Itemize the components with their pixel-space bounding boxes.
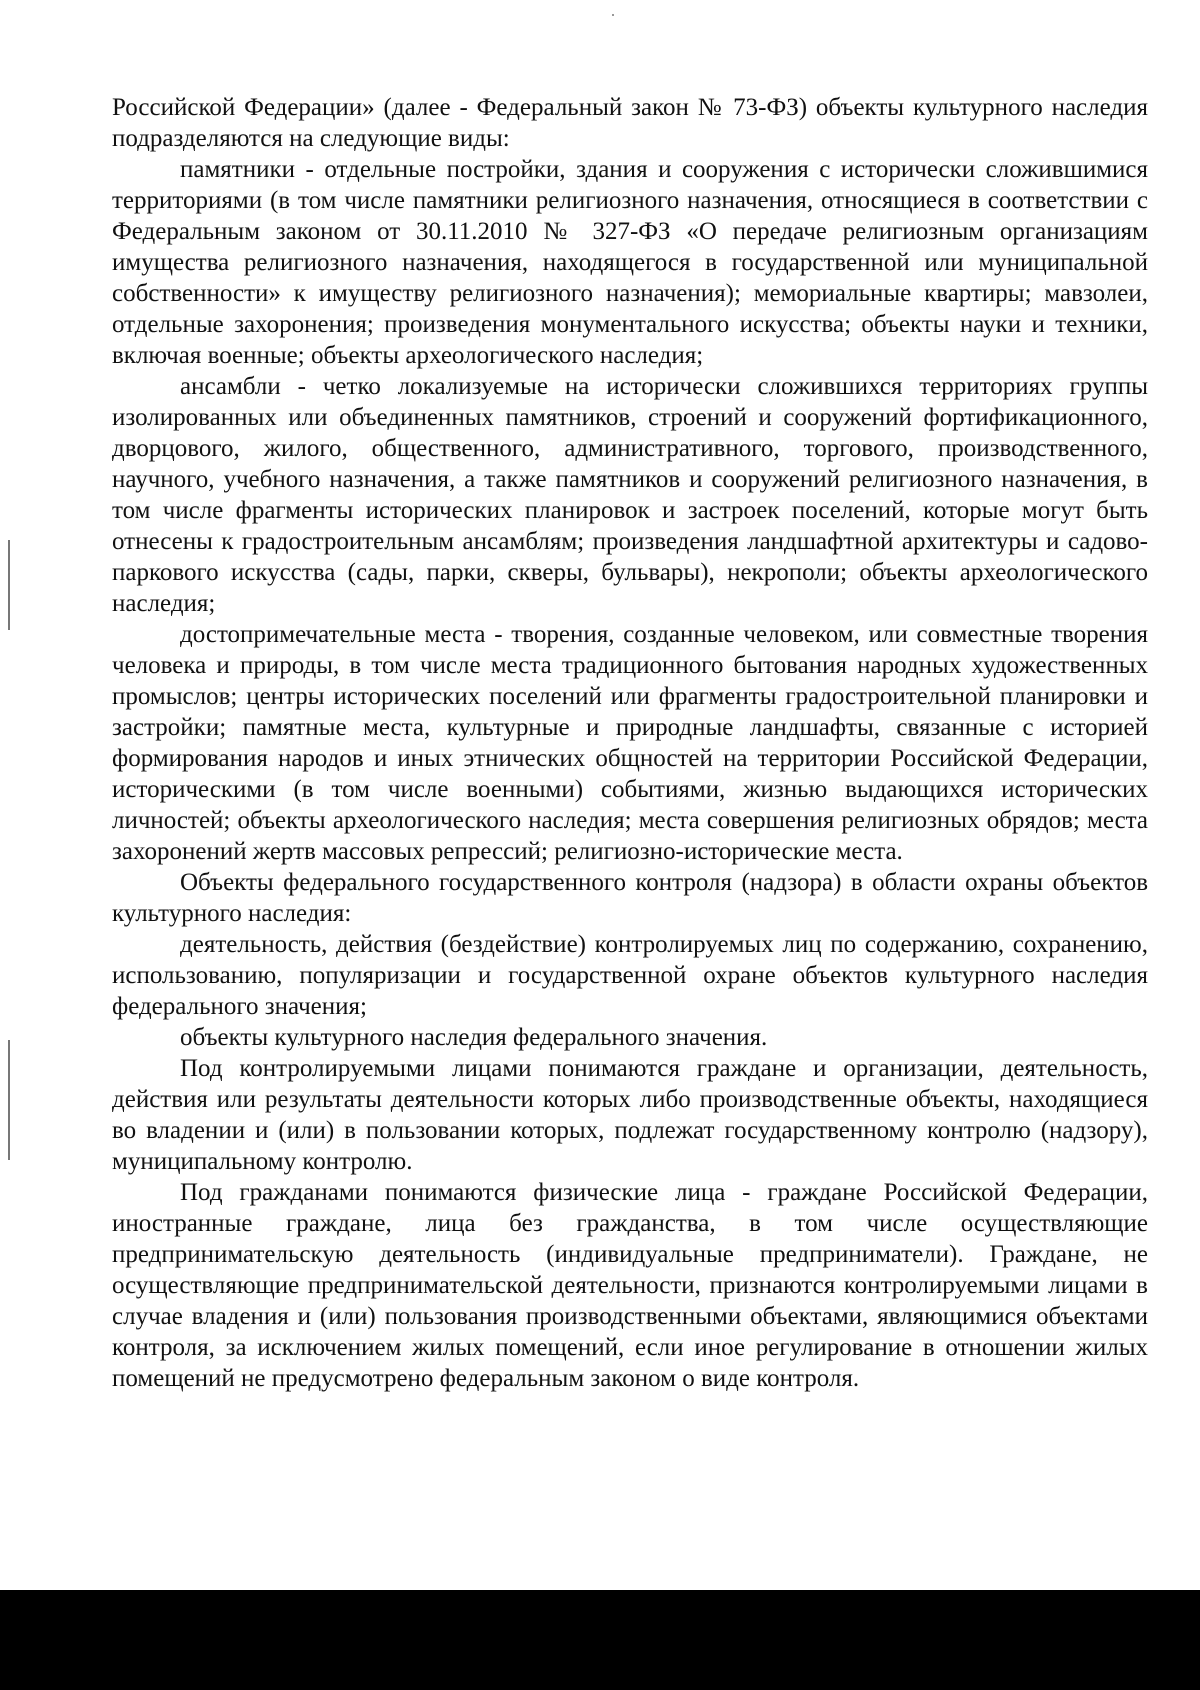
paragraph-intro: Российской Федерации» (далее - Федеральный закон № 73-ФЗ) объекты культурного наследия подразделяются на следующие виды: (112, 94, 1148, 152)
scan-speck (612, 14, 614, 16)
scan-edge-mark (8, 1040, 10, 1160)
paragraph-control-objects: Объекты федерального государственного контроля (надзора) в области охраны объектов культурного наследия: (112, 869, 1148, 927)
document-text (112, 92, 1148, 1394)
paragraph-federal-objects: объекты культурного наследия федерального значения. (180, 1024, 768, 1051)
paragraph-monuments: памятники - отдельные постройки, здания и сооружения с исторически сложившимися территориями (в том числе памятники религиозного назначения, относящиеся в соответствии с Федеральным законом от 30.11.2010 № 327-ФЗ «О передаче религиозным организациям имущества религиозного назначения, находящегося в государственной или муниципальной собственности» к имуществу религиозного назначения); мемориальные квартиры; мавзолеи, отдельные захоронения; произведения монументального искусства; объекты науки и техники, включая военные; объекты археологического наследия; (112, 156, 1148, 369)
scan-edge-mark (8, 540, 10, 630)
paragraph-citizens: Под гражданами понимаются физические лица - граждане Российской Федерации, иностранные граждане, лица без гражданства, в том числе осуществляющие предпринимательскую деятельность (индивидуальные предприниматели). Граждане, не осуществляющие предпринимательской деятельности, признаются контролируемыми лицами в случае владения и (или) пользования производственными объектами, являющимися объектами контроля, за исключением жилых помещений, если иное регулирование в отношении жилых помещений не предусмотрено федеральным законом о виде контроля. (112, 1179, 1148, 1392)
paragraph-ensembles: ансамбли - четко локализуемые на исторически сложившихся территориях группы изолированных или объединенных памятников, строений и сооружений фортификационного, дворцового, жилого, общественного, административного, торгового, производственного, научного, учебного назначения, а также памятников и сооружений религиозного назначения, в том числе фрагменты исторических планировок и застроек поселений, которые могут быть отнесены к градостроительным ансамблям; произведения ландшафтной архитектуры и садово-паркового искусства (сады, парки, скверы, бульвары), некрополи; объекты археологического наследия; (112, 373, 1148, 617)
paragraph-activity: деятельность, действия (бездействие) контролируемых лиц по содержанию, сохранению, использованию, популяризации и государственной охране объектов культурного наследия федерального значения; (112, 931, 1148, 1020)
paragraph-landmarks: достопримечательные места - творения, созданные человеком, или совместные творения человека и природы, в том числе места традиционного бытования народных художественных промыслов; центры исторических поселений или фрагменты градостроительной планировки и застройки; памятные места, культурные и природные ландшафты, связанные с историей формирования народов и иных этнических общностей на территории Российской Федерации, историческими (в том числе военными) событиями, жизнью выдающихся исторических личностей; объекты археологического наследия; места совершения религиозных обрядов; места захоронений жертв массовых репрессий; религиозно-исторические места. (112, 621, 1148, 865)
scan-border-strip (0, 1590, 1200, 1690)
paragraph-controlled-persons: Под контролируемыми лицами понимаются граждане и организации, деятельность, действия или результаты деятельности которых либо производственные объекты, находящиеся во владении и (или) в пользовании которых, подлежат государственному контролю (надзору), муниципальному контролю. (112, 1055, 1148, 1175)
